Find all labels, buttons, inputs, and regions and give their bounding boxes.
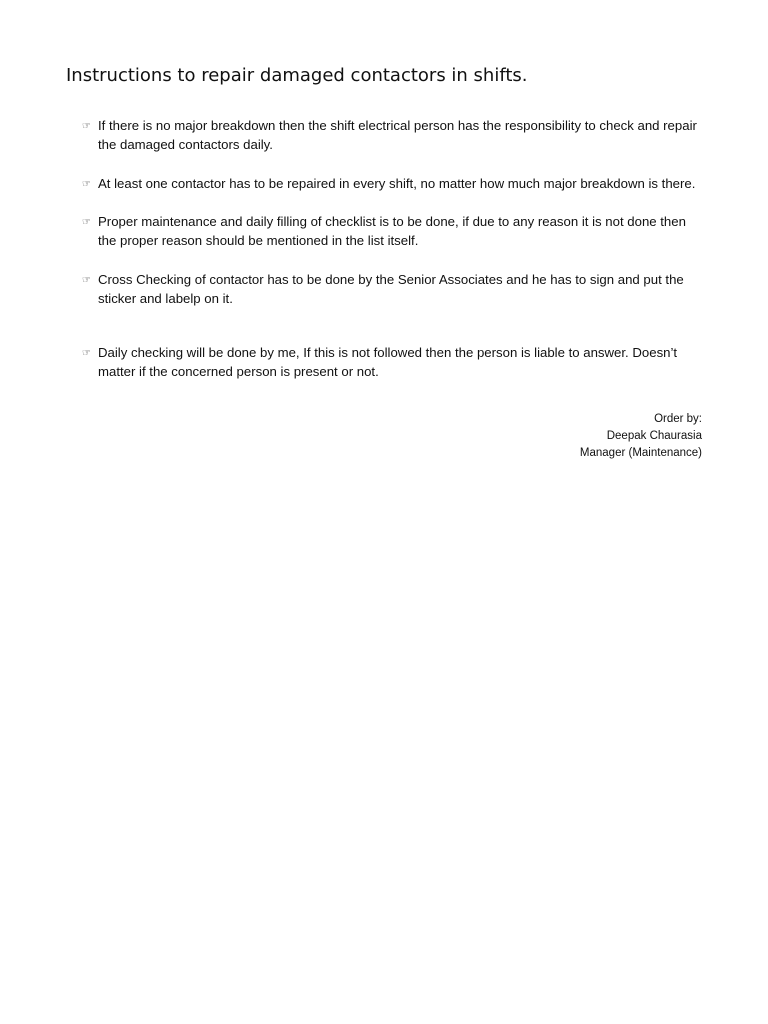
instruction-text: Cross Checking of contactor has to be done by the Senior Associates and he has to sign and put the sticker and labelp on it. bbox=[98, 272, 684, 306]
pointing-hand-icon: ☞ bbox=[82, 275, 91, 286]
instruction-item bbox=[82, 343, 704, 381]
pointing-hand-icon: ☞ bbox=[82, 121, 91, 132]
document-title: Instructions to repair damaged contactors in shifts. bbox=[66, 65, 528, 86]
order-by-label: Order by: bbox=[654, 413, 702, 425]
pointing-hand-icon: ☞ bbox=[82, 217, 91, 228]
pointing-hand-icon: ☞ bbox=[82, 179, 91, 190]
instruction-text: At least one contactor has to be repaired in every shift, no matter how much major breakdown is there. bbox=[98, 176, 696, 191]
signatory-name: Deepak Chaurasia bbox=[606, 430, 702, 442]
instruction-item bbox=[82, 212, 704, 250]
signature-block bbox=[580, 411, 702, 462]
instruction-text: Proper maintenance and daily filling of checklist is to be done, if due to any reason it is not done then the proper reason should be mentioned in the list itself. bbox=[98, 214, 686, 248]
signatory-designation: Manager (Maintenance) bbox=[579, 447, 702, 459]
instruction-text: Daily checking will be done by me, If this is not followed then the person is liable to answer. Doesn’t matter if the concerned person is present or not. bbox=[98, 345, 678, 379]
instruction-item bbox=[82, 116, 704, 154]
pointing-hand-icon: ☞ bbox=[82, 348, 91, 359]
instruction-text: If there is no major breakdown then the shift electrical person has the responsibility to check and repair the damaged contactors daily. bbox=[98, 118, 697, 152]
instruction-item bbox=[82, 270, 704, 308]
instruction-item bbox=[82, 174, 704, 193]
